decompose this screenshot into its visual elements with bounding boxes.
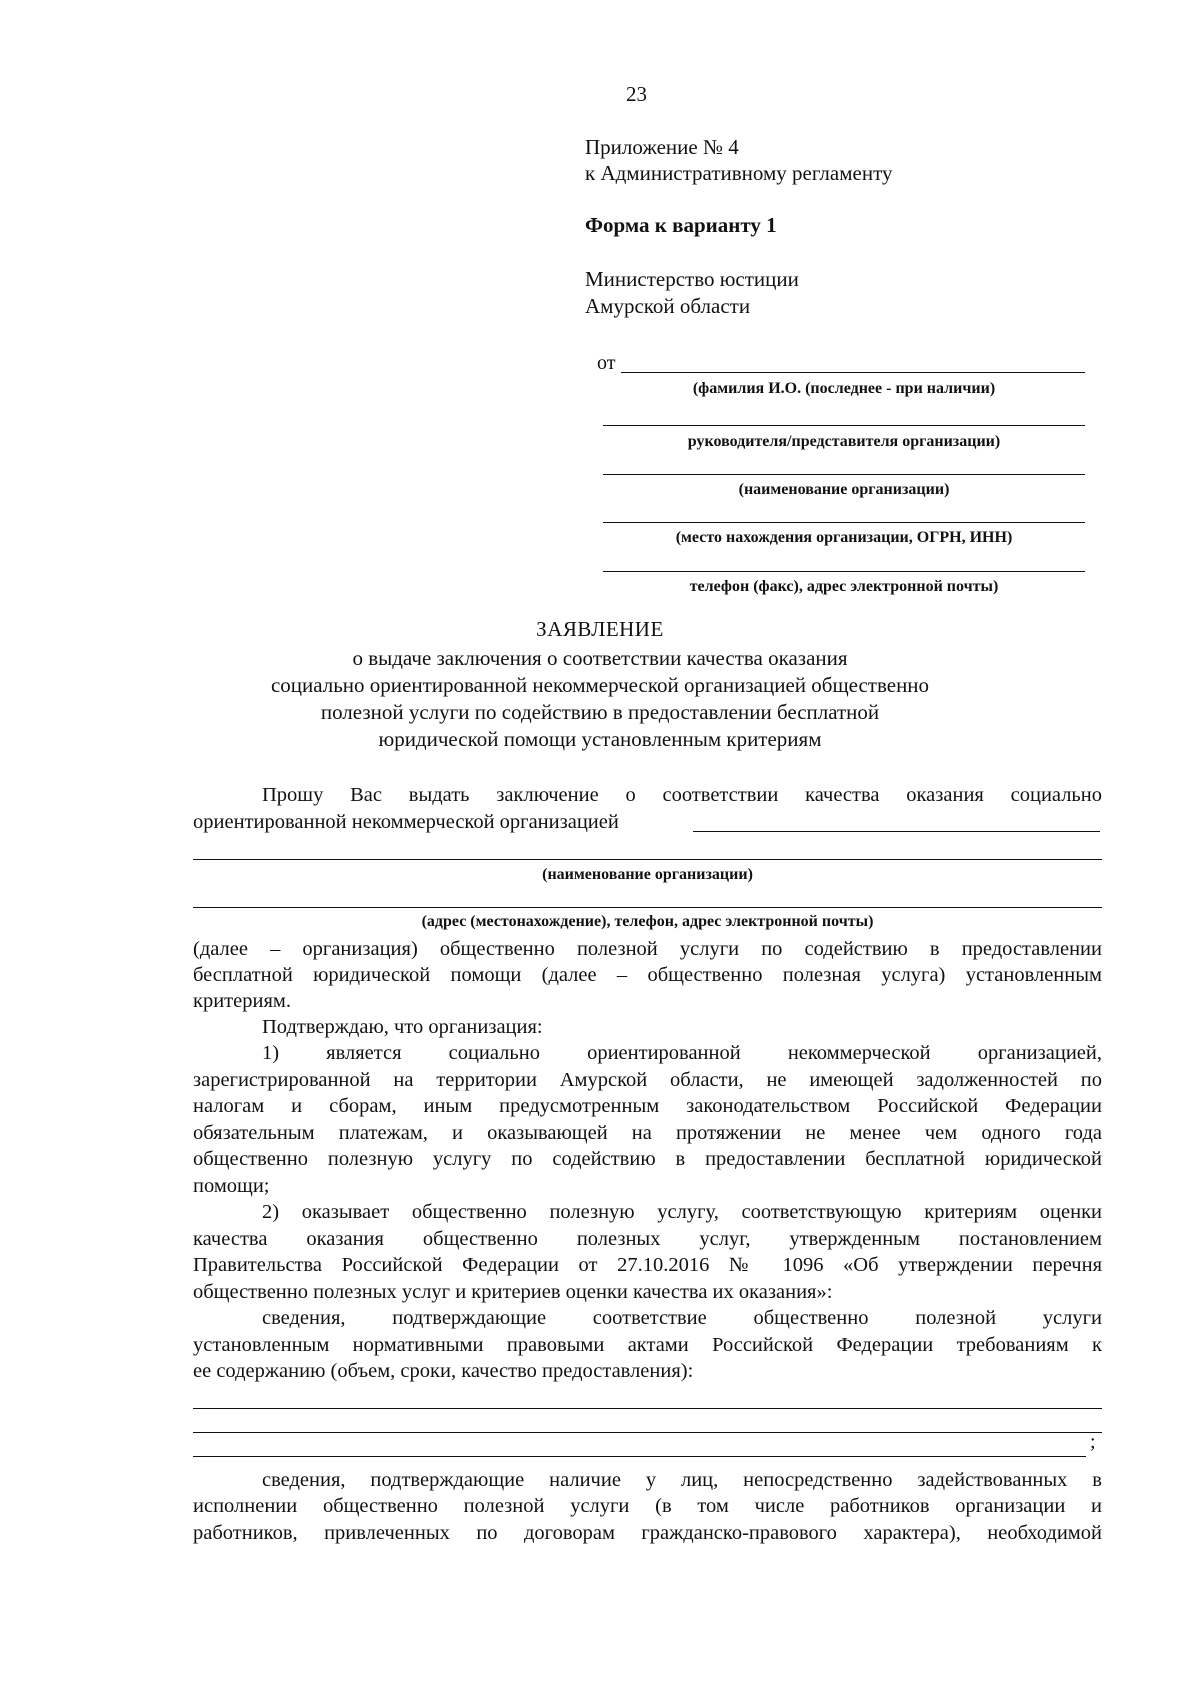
info1-line-1: сведения, подтверждающие соответствие общественно полезной услуги [262, 1307, 1102, 1329]
caption-phone-email: телефон (факс), адрес электронной почты) [689, 578, 999, 595]
item1-line-5: общественно полезную услугу по содействию в предоставлении бесплатной юридической [193, 1148, 1102, 1170]
from-blank-line-5[interactable] [603, 571, 1085, 572]
item1-line-3: налогам и сборам, иным предусмотренным законодательством Российской Федерации [193, 1095, 1102, 1117]
annex-reference: к Административному регламенту [585, 161, 893, 185]
info2-line-1: сведения, подтверждающие наличие у лиц, непосредственно задействованных в [262, 1469, 1102, 1491]
item2-line-2: качества оказания общественно полезных услуг, утвержденным постановлением [193, 1228, 1102, 1250]
info2-line-3: работников, привлеченных по договорам гражданско-правового характера), необходимой [193, 1522, 1102, 1544]
caption-full-name: (фамилия И.О. (последнее - при наличии) [692, 380, 996, 397]
statement-subtitle-line-3: полезной услуги по содействию в предоставлении бесплатной [320, 700, 880, 724]
from-blank-line-3[interactable] [603, 474, 1085, 475]
request-line-2: ориентированной некоммерческой организацией [193, 811, 619, 833]
from-blank-line-4[interactable] [603, 522, 1085, 523]
request-line-1: Прошу Вас выдать заключение о соответствии качества оказания социально [262, 784, 1102, 806]
after-line-2: бесплатной юридической помощи (далее – общественно полезная услуга) установленным [193, 964, 1102, 986]
item1-line-4: обязательным платежам, и оказывающей на протяжении не менее чем одного года [193, 1122, 1102, 1144]
item2-line-3: Правительства Российской Федерации от 27.10.2016 № 1096 «Об утверждении перечня [193, 1254, 1102, 1276]
caption-org-address-body: (адрес (местонахождение), телефон, адрес электронной почты) [421, 913, 874, 930]
info1-blank-line-1[interactable] [193, 1408, 1102, 1409]
org-name-blank-inline[interactable] [693, 831, 1100, 832]
from-blank-line-1[interactable] [621, 372, 1085, 373]
item1-line-1: 1) является социально ориентированной некоммерческой организацией, [262, 1042, 1102, 1064]
annex-label: Приложение № 4 [585, 135, 739, 159]
semicolon-mark: ; [1090, 1431, 1096, 1453]
after-line-1: (далее – организация) общественно полезной услуги по содействию в предоставлении [193, 938, 1102, 960]
caption-organization-name: (наименование организации) [738, 481, 950, 498]
form-variant-title: Форма к варианту 1 [585, 213, 777, 237]
confirm-intro: Подтверждаю, что организация: [262, 1016, 543, 1038]
statement-subtitle-line-4: юридической помощи установленным критериям [378, 727, 822, 751]
caption-org-name-body: (наименование организации) [542, 866, 753, 883]
statement-subtitle-line-1: о выдаче заключения о соответствии качества оказания [352, 646, 848, 670]
info1-blank-line-2[interactable] [193, 1432, 1102, 1433]
item1-line-2: зарегистрированной на территории Амурской области, не имеющей задолженностей по [193, 1069, 1102, 1091]
info1-blank-line-3[interactable] [193, 1456, 1086, 1457]
statement-title: ЗАЯВЛЕНИЕ [536, 617, 664, 641]
caption-org-location: (место нахождения организации, ОГРН, ИНН) [675, 529, 1013, 546]
addressee-line-1: Министерство юстиции [585, 267, 799, 291]
page-number: 23 [626, 82, 647, 106]
caption-representative: руководителя/представителя организации) [687, 433, 1001, 450]
info1-line-3: ее содержанию (объем, сроки, качество предоставления): [193, 1360, 694, 1382]
after-line-3: критериям. [193, 990, 291, 1012]
item2-line-1: 2) оказывает общественно полезную услугу, соответствующую критериям оценки [262, 1201, 1102, 1223]
org-address-blank-line[interactable] [193, 907, 1102, 908]
statement-subtitle-line-2: социально ориентированной некоммерческой организацией общественно [270, 673, 930, 697]
from-blank-line-2[interactable] [603, 425, 1085, 426]
item1-line-6: помощи; [193, 1175, 270, 1197]
addressee-line-2: Амурской области [585, 294, 751, 318]
info1-line-2: установленным нормативными правовыми актами Российской Федерации требованиям к [193, 1334, 1102, 1356]
item2-line-4: общественно полезных услуг и критериев оценки качества их оказания»: [193, 1281, 833, 1303]
from-label: от [597, 352, 616, 374]
info2-line-2: исполнении общественно полезной услуги (в том числе работников организации и [193, 1495, 1102, 1517]
org-name-blank-line[interactable] [193, 859, 1102, 860]
